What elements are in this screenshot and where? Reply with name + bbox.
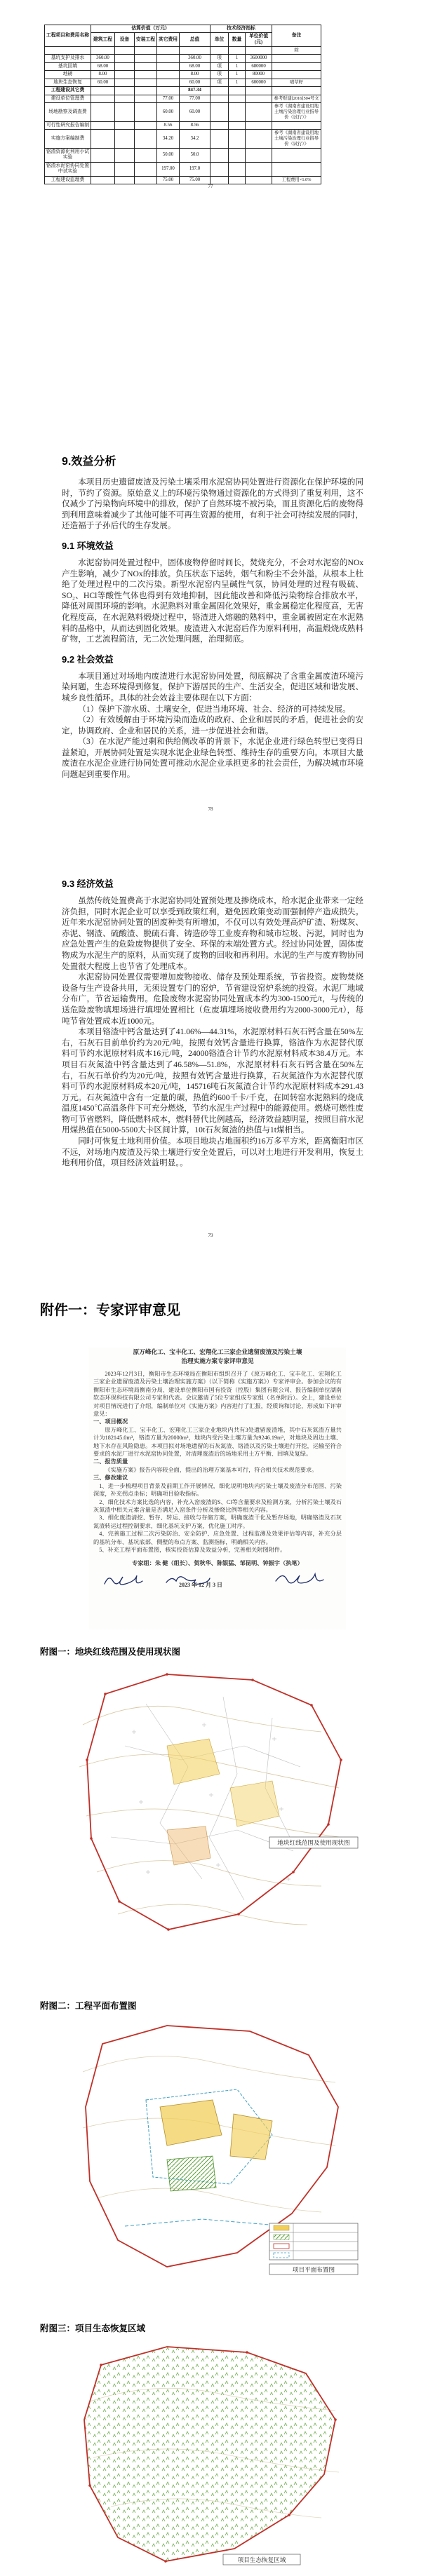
cell-value: 8.00 [180, 71, 210, 79]
review-paragraph: 1、进一步梳理项目背景及前期工作开展情况，细化说明地块内污染土壤及废渣分布范围、污染深度，补充拐点坐标；明确项目验收指标。 [93, 1482, 342, 1498]
cell-value [91, 103, 115, 122]
table-row [45, 121, 321, 129]
cell-value: 60.00 [180, 103, 210, 122]
cell-value [135, 71, 157, 79]
cell-value [157, 87, 180, 95]
cell-value: 360.00 [180, 55, 210, 62]
cell-value [157, 47, 180, 55]
cell-value: 360.00 [91, 55, 115, 62]
paragraph: 水泥窑协同处置过程中，固体废物停留时间长，焚烧充分，不会对水泥窑的NOx产生影响，减少了NOx的排放。负压状态下运转，烟气和粉尘不会外溢，从根本上杜绝了处理过程中的二次污染。新型水泥窑内呈碱性气氛，协同处理的过程有吸硫、SO₂、HCl等酸性气体也得到有效地抑制，因此能改善和降低污染物综合排放水平，降低对周围环境的影响。水泥熟料对重金属固化效果好，重金属稳定化程度高，无害化程度高，在水泥熟料煅烧过程中，铬渣进入熔融的熟料中，重金属被固定在水泥熟料的晶格中，从而达到固化效果。废渣进入水泥窑后作为原料利用，高温煅烧成熟料矿物，工艺流程简洁，无二次处理问题，治理彻底。 [62, 557, 363, 644]
cell-value [91, 121, 115, 129]
cell-unit [210, 130, 229, 149]
page-number: 78 [208, 806, 213, 812]
cell-unit: 项 [210, 79, 229, 86]
figure3-label: 附图三：项目生态恢复区域 [40, 2324, 146, 2333]
cell-quantity [229, 95, 246, 102]
cell-item-name [45, 47, 91, 55]
cell-quantity [229, 148, 246, 162]
review-section-heading: 二、报告质量 [93, 1458, 128, 1465]
table-row [45, 95, 321, 102]
cell-value: 50.0 [180, 148, 210, 162]
table-row [45, 148, 321, 162]
review-paragraph: 2023年12月3日，衡阳市生态环境局在衡阳市组织召开了《原万峰化工、宝丰化工、宏翔化工三家企业遗留废渣及污染土壤治理实施方案》（以下简称《实施方案》）专家评审会。参加会议的有衡阳市生态环境局衡南分局、建设单位衡阳市国有投资（控股）集团有限公司、报告编制单位湖南软态环保科技有限公司专家和代表。会议邀请了5位专家组成专家组（名单附后）。会上，建设单位对项目情况进行了介绍，编制单位对《实施方案》内容进行了汇报，经质询和讨论，形成如下评审意见： [93, 1371, 342, 1418]
cell-value [115, 103, 135, 122]
cell-remark: 工程费用×1.0% [272, 176, 321, 184]
cell-unit-price [246, 130, 272, 149]
table-row [45, 55, 321, 62]
cell-quantity [229, 87, 246, 95]
cell-value: 60.00 [91, 79, 115, 86]
cell-value [135, 79, 157, 86]
cell-value: 197.0 [180, 162, 210, 176]
table-row [45, 71, 321, 79]
cell-value: 8.56 [157, 121, 180, 129]
cell-value [91, 95, 115, 102]
attachment-1-heading: 附件一：专家评审意见 [40, 1303, 180, 1318]
cell-remark: 除 [272, 47, 321, 55]
signature-scribble [276, 1574, 323, 1583]
cell-item-name: 铬渣资源化利用小试实验 [45, 148, 91, 162]
cell-value: 8.00 [91, 71, 115, 79]
expert-group-line: 专家组：朱 健（组长）、贺秋华、陈银猛、邹昆明、钟振宇（执笔） [132, 1560, 303, 1567]
col-header-remark: 备注 [272, 25, 321, 47]
figure1-caption-box [269, 1837, 358, 1848]
cell-item-name: 基坑支护及排水 [45, 55, 91, 62]
cell-unit-price: 80000 [246, 71, 272, 79]
col-subheader: 其它费用 [157, 33, 180, 47]
cell-value [115, 62, 135, 70]
cell-value [115, 79, 135, 86]
cell-value: 68.00 [180, 62, 210, 70]
cell-value [135, 103, 157, 122]
review-paragraph: 2、细化技术方案比选的内容，补充入窑废渣的S、Cl等含量要求及检测方案，分析污染土壤及石灰氮渣中相关元素含量是否满足入窑条件分析及掺烧比例等相关内容。 [93, 1498, 342, 1513]
cell-quantity: 1 [229, 71, 246, 79]
benefit-subsections [62, 540, 363, 780]
cell-item-name: 地磅 [45, 71, 91, 79]
cell-value [91, 130, 115, 149]
col-subheader: 单位价值(元) [246, 33, 272, 47]
cell-quantity: 1 [229, 79, 246, 86]
signature-row [89, 1568, 346, 1592]
figure3-map [62, 2338, 363, 2570]
review-title-line2: 治理实施方案专家评审意见 [181, 1357, 254, 1364]
cell-value [157, 79, 180, 86]
cell-value [115, 95, 135, 102]
cell-remark [272, 55, 321, 62]
figure1-map [62, 1662, 363, 1962]
cell-quantity [229, 121, 246, 129]
cell-item-name: 工程建设监理费 [45, 176, 91, 184]
map-background [62, 1662, 363, 1962]
cell-value [135, 47, 157, 55]
cell-value [135, 55, 157, 62]
cell-item-name: 地块生态恢复 [45, 79, 91, 86]
table-row [45, 87, 321, 95]
cell-value [91, 162, 115, 176]
cell-value [115, 47, 135, 55]
col-header-name: 工程项目和费用名称 [45, 25, 91, 47]
col-subheader: 总值 [180, 33, 210, 47]
cell-value [115, 87, 135, 95]
cell-unit: 项 [210, 55, 229, 62]
paragraph: （2）有效缓解由于环境污染而造成的政府、企业和居民的矛盾，促进社会的安定，协调政府、企业和居民的关系，进一步促进社会和谐。 [62, 715, 363, 735]
cell-value [115, 71, 135, 79]
review-body [89, 1370, 346, 1554]
figure2-map [62, 2016, 363, 2282]
cell-value: 77.00 [157, 95, 180, 102]
cell-value [135, 62, 157, 70]
cell-value: 60.00 [180, 79, 210, 86]
cell-remark [272, 162, 321, 176]
page-number: 79 [208, 1233, 213, 1238]
paragraph: 水泥窑协同处置仅需要增加废物接收、储存及预处理系统，节省投资。废物焚烧设备与生产设备共用，无须设置专门的窑炉，节省建设窑炉系统的投资。水泥厂地域分布广，节省运输费用。危险废物水泥窑协同处置成本约为300-1500元/t，与传统的送危险废物填埋场进行填埋处置相比（危废填埋场接收费用约为2000-3000元/t），每吨节省处置成本近1000元。 [62, 972, 363, 1026]
cell-quantity: 1 [229, 55, 246, 62]
page-number: 77 [208, 184, 213, 189]
cell-remark [272, 148, 321, 162]
cell-value: 75.00 [180, 176, 210, 184]
cell-value [135, 162, 157, 176]
cell-value [135, 148, 157, 162]
table-row [45, 130, 321, 149]
cell-unit-price [246, 95, 272, 102]
economic-paragraphs [62, 895, 363, 1169]
cell-unit-price [246, 87, 272, 95]
figure2-label: 附图二：工程平面布置图 [40, 2001, 137, 2011]
cell-unit [210, 87, 229, 95]
cell-value: 75.00 [157, 176, 180, 184]
cell-unit [210, 162, 229, 176]
cell-quantity [229, 162, 246, 176]
cell-value: 847.34 [180, 87, 210, 95]
figure1-label: 附图一：地块红线范围及使用现状图 [40, 1647, 181, 1657]
cell-value [157, 71, 180, 79]
cell-value [115, 148, 135, 162]
table-row [45, 162, 321, 176]
cell-item-name: 建设单位管理费 [45, 95, 91, 102]
cell-value: 197.00 [157, 162, 180, 176]
expert-review-scan [89, 1348, 346, 1629]
review-paragraph: 4、完善施工过程二次污染防治、安全防护、应急处置、过程监测及效果评估等内容，补充分层的基坑分布、基坑底部、侧壁的布点方案、监测指标，明确相关内容。 [93, 1531, 342, 1545]
cell-value: 50.00 [157, 148, 180, 162]
review-paragraph: 5、补充工程平面布置图，核实投资估算及效益分析，完善相关附图附件。 [99, 1546, 286, 1553]
cell-item-name: 基坑回填 [45, 62, 91, 70]
paragraph: 同时可恢复土地利用价值。本项目地块占地面积约16万多平方米，距离衡阳市区不远，对场地内废渣及污染土壤进行安全处置后，可以对土地进行开发利用，恢复土地利用价值，项目经济效益明显。。 [62, 1137, 363, 1168]
review-title-line1: 原万峰化工、宝丰化工、宏翔化工三家企业遗留废渣及污染土壤 [133, 1348, 302, 1355]
cell-unit [210, 121, 229, 129]
cell-item-name: 工程建设其它费 [45, 87, 91, 95]
benefit-analysis-page [62, 454, 363, 780]
cell-unit-price [246, 103, 272, 122]
paragraph: （3）在水泥产能过剩和供给侧改革的背景下，水泥企业进行绿色转型已变得日益紧迫，开展协同处置是实现水泥企业绿色转型、维持生存的重要方向。本项目大量废渣在水泥企业进行协同处置可推动水泥企业承担更多的社会责任，为解决城市环境问题起到重要作用。 [62, 737, 363, 780]
col-header-estimate-group: 估算价值（万元） [91, 25, 210, 33]
investment-estimate-table-block [44, 25, 321, 184]
cell-item-name: 场地勘察及调查费 [45, 103, 91, 122]
cell-unit-price [246, 121, 272, 129]
cell-unit-price [246, 148, 272, 162]
cell-remark [272, 62, 321, 70]
cell-unit: 项 [210, 71, 229, 79]
paragraph: （1）保护下游水质、土壤安全，促进当地环境、社会、经济的可持续发展。 [78, 704, 351, 714]
legend-table [269, 2223, 358, 2260]
cell-value [157, 55, 180, 62]
figure2-caption-box [269, 2264, 358, 2275]
cell-value [115, 162, 135, 176]
table-row [45, 79, 321, 86]
signature-scribble [105, 1575, 142, 1585]
cell-value [180, 47, 210, 55]
cell-value: 77.00 [180, 95, 210, 102]
cell-quantity: 1 [229, 62, 246, 70]
cell-value [135, 95, 157, 102]
cell-item-name: 铬渣水泥窑协同处置中试实验 [45, 162, 91, 176]
col-subheader: 设备 [115, 33, 135, 47]
review-section-heading: 三、修改建议 [93, 1475, 128, 1482]
figure2-caption: 项目平面布置图 [292, 2266, 335, 2273]
cell-value: 68.00 [91, 62, 115, 70]
review-paragraph: 《实施方案》报告内容较全面，提出的治理方案基本可行，符合相关技术规范要求。 [105, 1466, 318, 1473]
intro-paragraph: 本项目历史遗留废渣及污染土壤采用水泥窑协同处置进行资源化在保护环境的同时，节约了资源。原始意义上的环境污染物通过资源化的方式得到了重复利用，这不仅减少了污染物向环境中的排放，保护了自然环境不被污染，而且资源化后的废物得到利用意味着减少了其他可能不可再生资源的使用，有利于社会可持续发展的同时，还造福于子孙后代的生存发展。 [62, 477, 363, 531]
cell-unit: 项 [210, 62, 229, 70]
cell-value [91, 87, 115, 95]
cell-remark: 参考《湖南省建设用地土壤污染治理行业指导价（试行）》 [272, 103, 321, 122]
attachment-heading-block [40, 1299, 180, 1319]
subsection-heading: 9.1 环境效益 [62, 540, 114, 551]
investment-estimate-table [44, 25, 321, 184]
paragraph: 虽然传统处置费高于水泥窑协同处置预处理及掺烧成本，给水泥企业带来一定经济负担，同时水泥企业可以享受到政策红利，避免因政策变动而强制停产造成损失。近年来水泥窑协同处置的固废种类有所增加，不仅可以有效处理高炉矿渣、粉煤灰、赤泥、钢渣、硫酸渣、脱硫石膏、铸造砂等工业废弃物和城市垃圾、污泥，同时也为应急处置产生的危险废物提供了安全、环保的末端处置方式。经过协同处置，固体废物成为水泥生产的原料，从而实现了废物的回收和再利用。水泥的生产与废弃物协同处置很大程度上也节省了处理成本。 [62, 896, 363, 971]
economic-benefit-page [62, 878, 363, 1169]
table-row [45, 62, 321, 70]
cell-value [115, 121, 135, 129]
cell-unit-price: 3600000 [246, 55, 272, 62]
cell-remark [272, 121, 321, 129]
figure1-caption: 地块红线范围及使用现状图 [277, 1839, 350, 1846]
cell-unit [210, 47, 229, 55]
subsection-heading: 9.2 社会效益 [62, 653, 114, 665]
cell-item-name: 可行性研究报告编制 [45, 121, 91, 129]
col-subheader: 建筑工程 [91, 33, 115, 47]
cell-item-name: 实施方案编制费 [45, 130, 91, 149]
table-row [45, 47, 321, 55]
cell-unit [210, 148, 229, 162]
cell-value [115, 130, 135, 149]
review-paragraph: 原万峰化工、宝丰化工、宏翔化工三家企业地块内共有3处遗留废渣堆，其中石灰氮渣方量共计为182145.0m³，铬渣方量为20000m³，地块内受污染土壤方量为9246.19m³，对地块及周边土壤、地下水存在风险隐患。本项目拟对场地遗留的石灰氮渣、铬渣以及污染土壤进行开挖，运输至符合要求的水泥厂进行水泥窑协同处置，对清理废渣后的场地采用土方平衡、回填及复绿。 [93, 1426, 342, 1458]
col-subheader: 安装工程 [135, 33, 157, 47]
cell-value [91, 148, 115, 162]
cell-quantity [229, 130, 246, 149]
cell-value [115, 55, 135, 62]
cell-quantity [229, 103, 246, 122]
review-date: 2023 年 12 月 3 日 [179, 1582, 222, 1589]
cell-value [135, 121, 157, 129]
paragraph: 本项目铬渣中钙含量达到了41.06%—44.31%，水泥原材料石灰石钙含量在50%左右，石灰石目前单价约为20元/吨，按照有效钙含量进行换算，铬渣作为水泥替代原料可节约水泥原材料成本16元/吨，24000铬渣合计节约水泥原材料成本38.4万元。本项目石灰氮渣中钙含量达到了46.58%—51.8%，水泥原材料石灰石钙含量在50%左右，石灰石单价约为20元/吨，按照有效钙含量进行换算，石灰氮渣作为水泥替代原料可节约水泥原材料成本20元/吨，145716吨石灰氮渣合计节约水泥原材料成本291.43万元。石灰氮渣中含有一定量的碳，热值约600千卡/千克，在回转窑水泥熟料的烧成温度1450℃高温条件下可充分燃烧，节约水泥生产过程中的能源使用。燃烧可燃性废物可节省燃料，降低燃料成本，燃料替代比例越高，经济效益越明显，按照目前水泥用煤热值在5000-5500大卡区间计算，10t石灰氮渣的热值与1t煤相当。 [62, 1027, 363, 1135]
section-heading-9-3: 9.3 经济效益 [62, 879, 114, 889]
cell-value: 60.00 [157, 103, 180, 122]
cell-value [135, 87, 157, 95]
figure3-caption-box [223, 2554, 300, 2565]
cell-remark: 参考财建[2016]504号文 [272, 95, 321, 102]
review-paragraph: 3、细化废渣清挖、暂存、转运、接收与存储方案，明确废渣干化及暂存场地，明确铬渣及石灰氮渣转运过程控制要求，细化基坑支护方案，优化施工时序。 [93, 1514, 342, 1529]
review-section-heading: 一、项目概况 [93, 1418, 128, 1425]
cell-unit-price: 680000 [246, 62, 272, 70]
section-heading-9: 9.效益分析 [62, 456, 116, 468]
cell-value: 34.20 [157, 130, 180, 149]
cell-remark: 参考《湖南省建设用地土壤污染治理行业指导价（试行）》 [272, 130, 321, 149]
col-subheader: 单位 [210, 33, 229, 47]
cell-value: 8.56 [180, 121, 210, 129]
cell-remark [272, 87, 321, 95]
cell-unit [210, 95, 229, 102]
cell-value [91, 47, 115, 55]
cell-unit-price [246, 162, 272, 176]
paragraph: 本项目通过对场地内废渣进行水泥窑协同处置，彻底解决了含重金属废渣环境污染问题，生态环境得到修复，保护下游居民的生产、生活安全，促进区域和谐发展、城乡良性循环。具体的社会效益主要体现在以下方面： [62, 671, 363, 703]
cell-unit-price: 600000 [246, 79, 272, 86]
cell-value: 34.2 [180, 130, 210, 149]
cell-quantity [229, 47, 246, 55]
cell-unit [210, 103, 229, 122]
cell-value [135, 130, 157, 149]
cell-remark: 喷草籽 [272, 79, 321, 86]
table-row [45, 103, 321, 122]
col-subheader: 数量 [229, 33, 246, 47]
cell-value [157, 62, 180, 70]
cell-unit-price [246, 47, 272, 55]
col-header-tech-group: 技术经济指标 [210, 25, 272, 33]
cell-remark [272, 71, 321, 79]
figure3-caption: 项目生态恢复区域 [237, 2556, 286, 2563]
